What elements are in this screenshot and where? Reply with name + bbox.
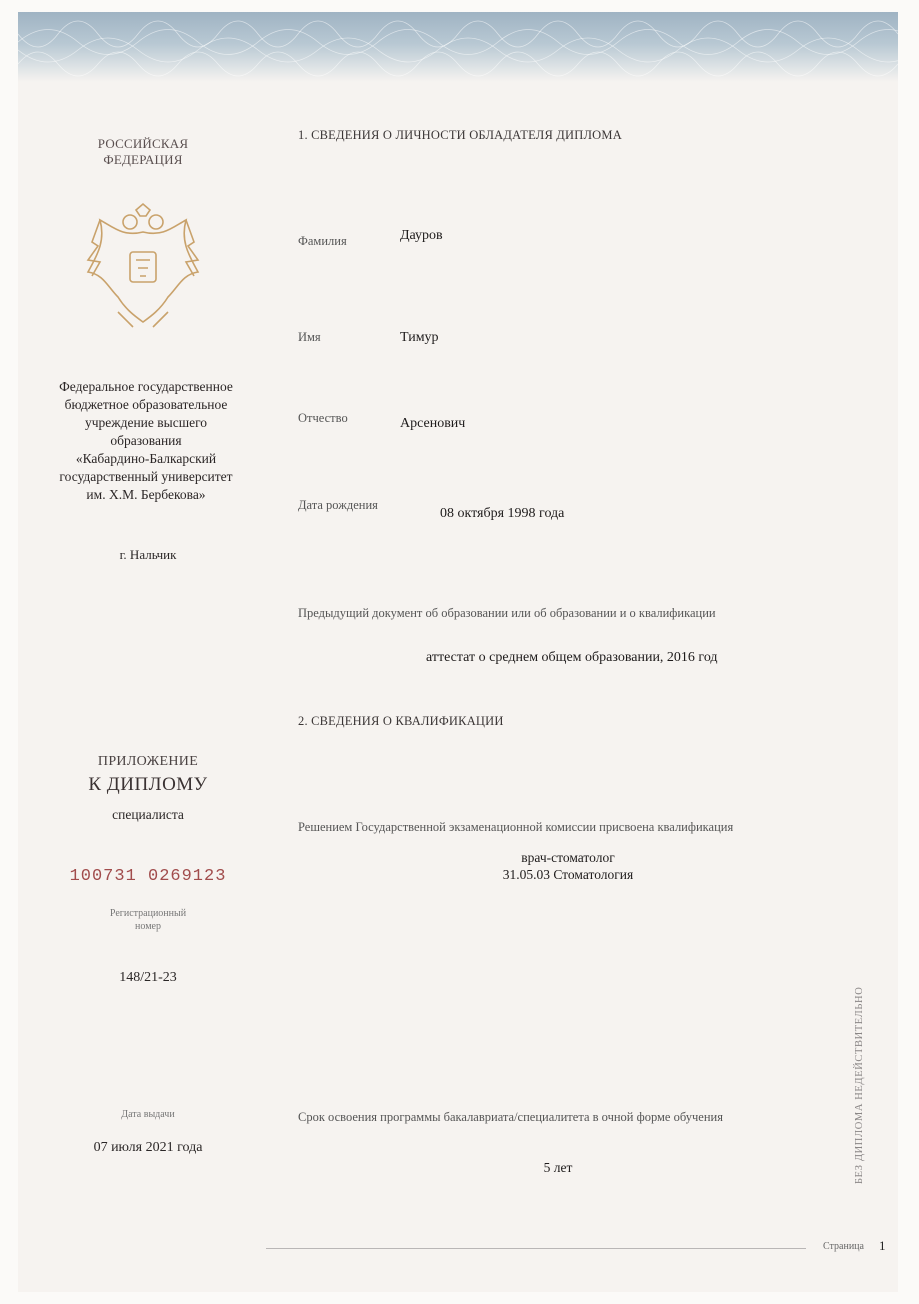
country-line-2: ФЕДЕРАЦИЯ <box>103 152 183 167</box>
issue-date-label: Дата выдачи <box>121 1109 175 1120</box>
surname-value: Дауров <box>400 228 443 243</box>
institution-line: Федеральное государственное <box>59 379 233 394</box>
section-2-heading: 2. СВЕДЕНИЯ О КВАЛИФИКАЦИИ <box>298 714 504 728</box>
birth-date-value: 08 октября 1998 года <box>440 506 565 521</box>
page-label: Страница <box>823 1241 864 1252</box>
side-validity-note: БЕЗ ДИПЛОМА НЕДЕЙСТВИТЕЛЬНО <box>854 986 865 1184</box>
appendix-title: ПРИЛОЖЕНИЕ <box>97 754 199 769</box>
previous-document-label: Предыдущий документ об образовании или об образовании и о квалификации <box>298 606 716 620</box>
birth-date-label: Дата рождения <box>298 498 378 512</box>
footer-divider <box>266 1248 806 1249</box>
institution-line: «Кабардино-Балкарский <box>75 451 217 466</box>
surname-label: Фамилия <box>298 234 347 248</box>
institution-name <box>26 378 266 504</box>
country-name <box>78 136 208 168</box>
institution-line: образования <box>110 433 182 448</box>
patronymic-label: Отчество <box>298 411 348 425</box>
section-1-heading: 1. СВЕДЕНИЯ О ЛИЧНОСТИ ОБЛАДАТЕЛЯ ДИПЛОМА <box>298 128 622 142</box>
decorative-banner <box>18 12 898 82</box>
coat-of-arms-icon <box>78 202 208 342</box>
country-line-1: РОССИЙСКАЯ <box>97 136 189 151</box>
name-label: Имя <box>298 330 321 344</box>
issue-date: 07 июля 2021 года <box>93 1140 203 1155</box>
diploma-appendix-page <box>18 12 898 1292</box>
institution-line: учреждение высшего <box>84 415 208 430</box>
serial-number: 100731 0269123 <box>69 867 227 886</box>
institution-line: государственный университет <box>59 469 233 484</box>
registration-label-line: номер <box>135 921 161 932</box>
qualification-decision: Решением Государственной экзаменационной комиссии присвоена квалификация <box>298 820 734 834</box>
registration-number: 148/21-23 <box>119 970 177 985</box>
name-value: Тимур <box>400 330 439 345</box>
previous-document-value: аттестат о среднем общем образовании, 2016 год <box>426 650 718 665</box>
specialty-value: 31.05.03 Стоматология <box>502 867 634 882</box>
page-number: 1 <box>879 1238 886 1253</box>
study-duration-value: 5 лет <box>543 1160 573 1175</box>
institution-line: бюджетное образовательное <box>64 397 228 412</box>
study-duration-label: Срок освоения программы бакалавриата/специалитета в очной форме обучения <box>298 1110 723 1124</box>
patronymic-value: Арсенович <box>400 416 466 431</box>
city: г. Нальчик <box>119 547 177 562</box>
registration-label <box>68 907 228 933</box>
qualification-value: врач-стоматолог <box>521 850 615 865</box>
degree-level: специалиста <box>112 807 184 822</box>
guilloche-pattern-icon <box>18 12 898 82</box>
registration-label-line: Регистрационный <box>109 908 187 919</box>
appendix-subtitle: К ДИПЛОМУ <box>88 774 208 795</box>
institution-line: им. Х.М. Бербекова» <box>86 487 206 502</box>
